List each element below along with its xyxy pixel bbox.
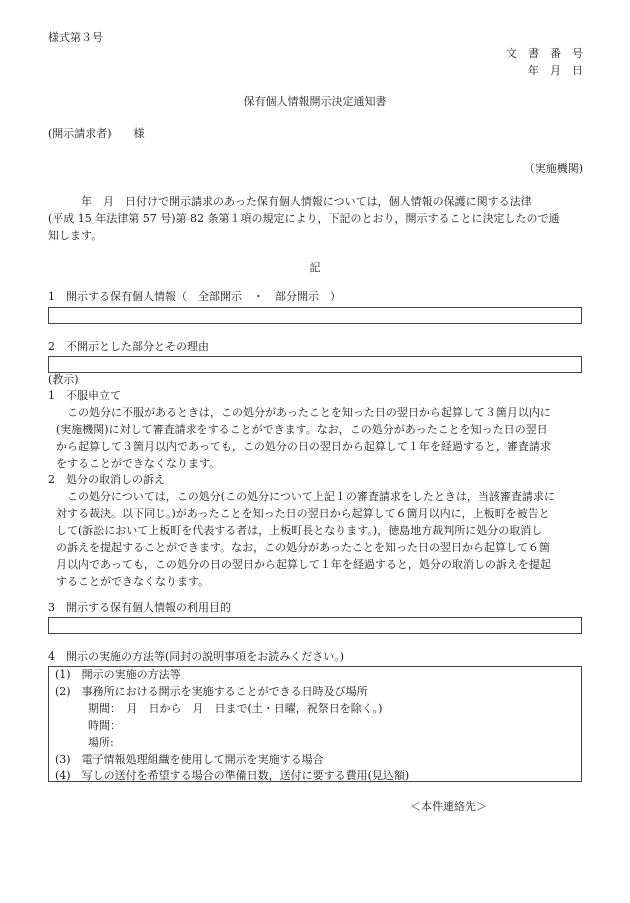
section2-label: 2 不開示とした部分とその理由 [48, 340, 209, 353]
section1-label: 1 開示する保有個人情報（ 全部開示 ・ 部分開示 ） [48, 290, 341, 303]
section4-line: 期間： 月 日から 月 日まで(土・日曜，祝祭日を除く。) [55, 702, 383, 715]
kyouji-item2-line: 対する裁決。以下同じ。)があったことを知った日の翌日から起算して６箇月以内に，上板町を被告と [56, 507, 550, 520]
contact-label: ＜本件連絡先＞ [410, 800, 487, 813]
kyouji-item2-line: の訴えを提起することができます。なお，この処分があったことを知った日の翌日から起算して６箇 [56, 541, 551, 554]
section3-box [48, 617, 582, 634]
kyouji-heading: (教示) [48, 373, 79, 386]
section4-line: (1) 開示の実施の方法等 [55, 668, 181, 681]
kyouji-item1-line: この処分に不服があるときは，この処分があったことを知った日の翌日から起算して３箇月以内に [67, 406, 551, 419]
section4-line: (4) 写しの送付を希望する場合の準備日数，送付に要する費用(見込額) [55, 769, 410, 782]
section4-line: (2) 事務所における開示を実施することができる日時及び場所 [55, 685, 368, 698]
intro-line-1: 年 月 日付けで開示請求のあった保有個人情報については，個人情報の保護に関する法律 [48, 195, 532, 208]
form-number: 様式第３号 [48, 31, 103, 44]
document-title: 保有個人情報開示決定通知書 [243, 95, 387, 108]
section4-line: (3) 電子情報処理組織を使用して開示を実施する場合 [55, 753, 324, 766]
kyouji-item2-line: して(訴訟において上板町を代表する者は，上板町長となります。)，徳島地方裁判所に処分の取消し [56, 524, 543, 537]
intro-line-2: (平成 15 年法律第 57 号)第 82 条第１項の規定により，下記のとおり，開示することに決定したので通 [48, 212, 560, 225]
date-label: 年 月 日 [528, 64, 583, 77]
kyouji-item2-line: この処分については，この処分(この処分について上記１の審査請求をしたときは，当該審査請求に [67, 490, 555, 503]
kyouji-item1-title: 1 不服申立て [48, 389, 121, 402]
kyouji-item2-line: することができなくなります。 [56, 575, 210, 588]
kyouji-item2-title: 2 処分の取消しの訴え [48, 473, 165, 486]
ki-heading: 記 [309, 261, 321, 274]
kyouji-item1-line: をすることができなくなります。 [56, 457, 221, 470]
section4-line: 時間： [55, 719, 121, 732]
kyouji-item2-line: 月以内であっても，この処分の日の翌日から起算して１年を経過すると，処分の取消しの訴えを提起 [56, 558, 551, 571]
section4-line: 場所: [55, 736, 114, 749]
addressee: (開示請求者) 様 [48, 127, 145, 140]
section4-label: 4 開示の実施の方法等(同封の説明事項をお読みください。) [48, 650, 345, 663]
section2-box [48, 356, 582, 373]
section4-box [48, 666, 582, 782]
section3-label: 3 開示する保有個人情報の利用目的 [48, 601, 231, 614]
document-number-label: 文 書 番 号 [506, 47, 583, 60]
institution-label: （実施機関) [523, 162, 583, 175]
kyouji-item1-line: (実施機関)に対して審査請求をすることができます。なお，この処分があったことを知った日の翌日 [56, 423, 548, 436]
intro-line-3: 知します。 [48, 229, 103, 242]
kyouji-item1-line: から起算して３箇月以内であっても，この処分の日の翌日から起算して１年を経過すると，審査請求 [56, 440, 551, 453]
section1-box [48, 307, 582, 324]
